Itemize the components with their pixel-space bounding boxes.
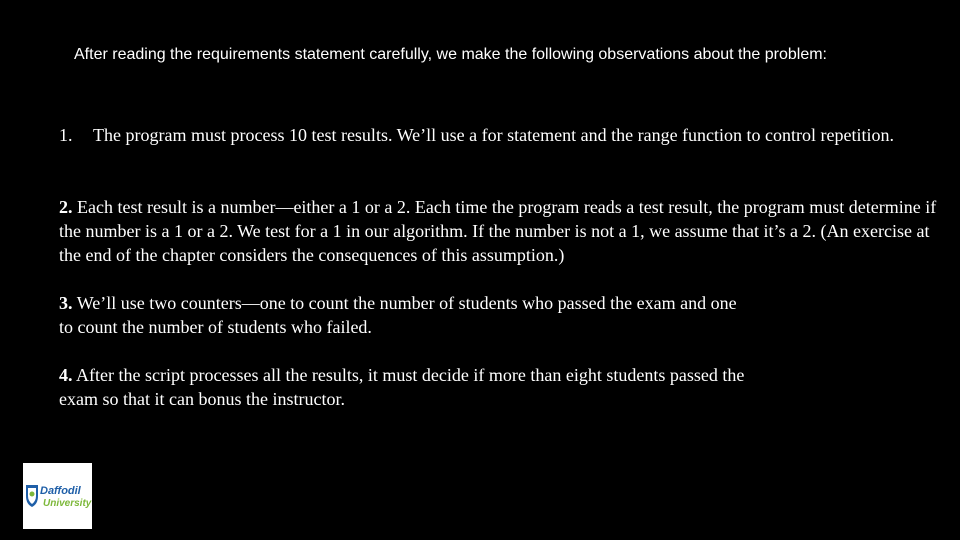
item-text: After the script processes all the results, it must decide if more than eight students passed the exam so that it can bonus the instructor. (59, 365, 745, 409)
svg-text:University: University (43, 498, 92, 509)
item-text: The program must process 10 test results. We’ll use a for statement and the range function to control repetition. (93, 125, 894, 145)
observation-item-2 (59, 195, 939, 267)
observation-item-3 (59, 291, 739, 339)
daffodil-university-logo (23, 463, 92, 529)
item-number: 4. (59, 365, 73, 385)
item-number: 3. (59, 293, 73, 313)
item-number: 2. (59, 197, 73, 217)
university-logo-icon (23, 463, 92, 529)
item-text: We’ll use two counters—one to count the number of students who passed the exam and one to count the number of students who failed. (59, 293, 737, 337)
observation-item-4 (59, 363, 759, 411)
item-text: Each test result is a number—either a 1 or a 2. Each time the program reads a test result, the program must determine if the number is a 1 or a 2. We test for a 1 in our algorithm. If the number is not a 1, we assume that it’s a 2. (An exercise at the end of the chapter considers the consequences of this assumption.) (59, 197, 937, 265)
observation-item-1 (59, 123, 919, 147)
svg-text:Daffodil: Daffodil (40, 485, 81, 497)
intro-text: After reading the requirements statement carefully, we make the following observations about the problem: (74, 46, 827, 63)
item-number: 1. (59, 125, 73, 145)
